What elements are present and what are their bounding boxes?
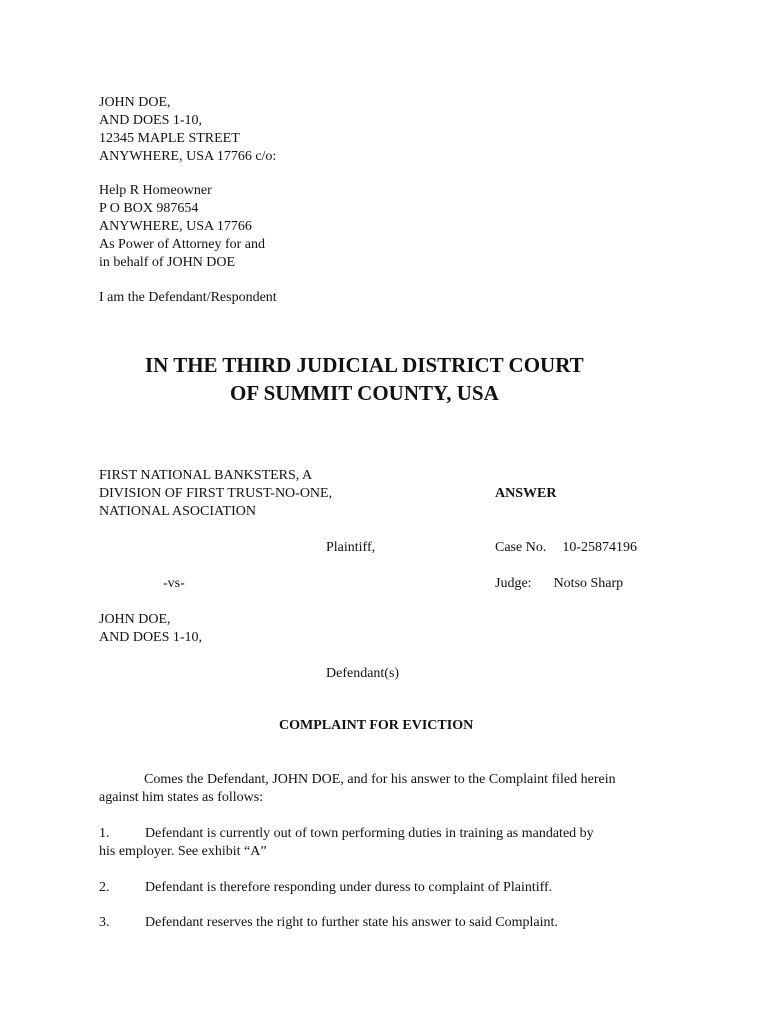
sender-address: [99, 94, 276, 166]
case-number-label: Case No.: [495, 540, 547, 555]
versus-label: -vs-: [163, 576, 185, 591]
sender-line: ANYWHERE, USA 17766 c/o:: [99, 149, 277, 164]
item-text: his employer. See exhibit “A”: [99, 844, 267, 859]
sender-line: 12345 MAPLE STREET: [99, 131, 240, 146]
agent-address: [99, 182, 265, 272]
intro-paragraph: [99, 771, 616, 807]
plaintiff-line: NATIONAL ASOCIATION: [99, 504, 256, 519]
court-heading-line2: OF SUMMIT COUNTY, USA: [230, 381, 499, 405]
agent-line: Help R Homeowner: [99, 183, 212, 198]
case-number-row: [495, 539, 637, 557]
agent-line: As Power of Attorney for and: [99, 237, 266, 252]
plaintiff-line: DIVISION OF FIRST TRUST-NO-ONE,: [99, 486, 333, 501]
judge-row: [495, 575, 623, 593]
sender-line: JOHN DOE,: [99, 95, 171, 110]
defendant-role: Defendant(s): [326, 666, 400, 681]
intro-line: against him states as follows:: [99, 790, 264, 805]
complaint-title: COMPLAINT FOR EVICTION: [279, 718, 474, 733]
item-number: 1.: [99, 826, 110, 841]
document-type: ANSWER: [495, 486, 557, 501]
court-heading-line1: IN THE THIRD JUDICIAL DISTRICT COURT: [145, 353, 584, 377]
list-item: [99, 879, 552, 897]
item-text: Defendant is currently out of town performing duties in training as mandated by: [145, 826, 594, 841]
sender-line: AND DOES 1-10,: [99, 113, 203, 128]
role-statement: I am the Defendant/Respondent: [99, 290, 277, 305]
list-item: [99, 914, 558, 932]
judge-name: Notso Sharp: [553, 576, 624, 591]
list-item: [99, 825, 594, 861]
item-number: 3.: [99, 915, 110, 930]
plaintiff-role: Plaintiff,: [326, 540, 376, 555]
case-number-value: 10-25874196: [562, 540, 637, 555]
agent-line: ANYWHERE, USA 17766: [99, 219, 252, 234]
agent-line: P O BOX 987654: [99, 201, 199, 216]
agent-line: in behalf of JOHN DOE: [99, 255, 236, 270]
defendant-line: AND DOES 1-10,: [99, 630, 203, 645]
plaintiff-name: [99, 467, 332, 521]
intro-line: Comes the Defendant, JOHN DOE, and for his answer to the Complaint filed herein: [144, 772, 616, 787]
defendant-line: JOHN DOE,: [99, 612, 171, 627]
item-text: Defendant is therefore responding under duress to complaint of Plaintiff.: [145, 880, 553, 895]
plaintiff-line: FIRST NATIONAL BANKSTERS, A: [99, 468, 313, 483]
defendant-name: [99, 611, 202, 647]
judge-label: Judge:: [495, 576, 532, 591]
item-number: 2.: [99, 880, 110, 895]
item-text: Defendant reserves the right to further state his answer to said Complaint.: [145, 915, 558, 930]
